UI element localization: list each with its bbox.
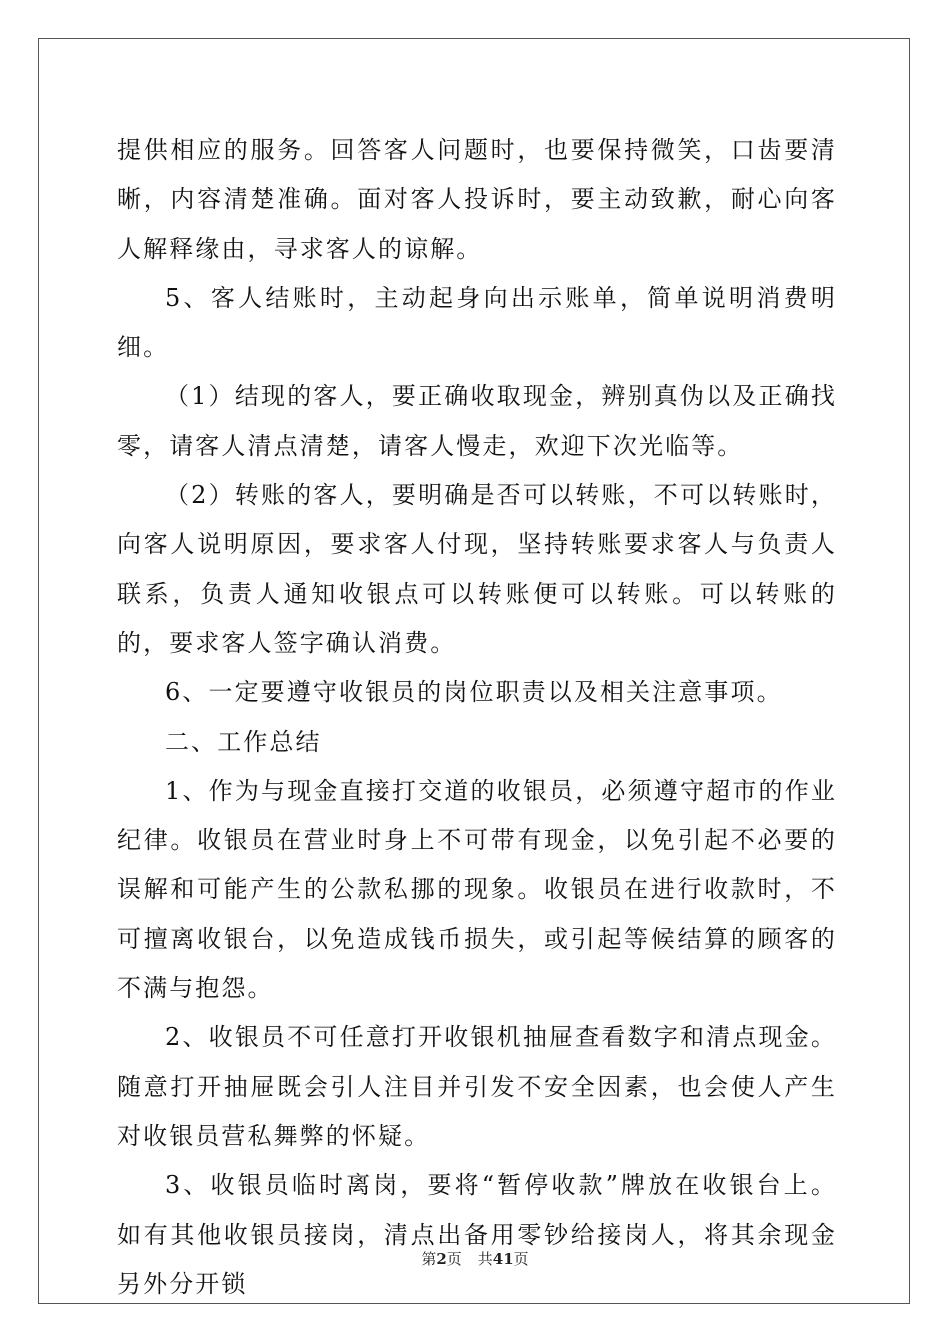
paragraph-summary-1: 1、作为与现金直接打交道的收银员，必须遵守超市的作业纪律。收银员在营业时身上不可带有现金，以免引起不必要的误解和可能产生的公款私挪的现象。收银员在进行收款时，不可擅离收银台，以免造成钱币损失，或引起等候结算的顾客的不满与抱怨。 — [117, 776, 837, 1003]
page-number: 2 — [436, 1250, 447, 1268]
page-prefix: 第 — [421, 1250, 437, 1268]
page-suffix: 页 — [446, 1250, 462, 1268]
paragraph-duties: 6、一定要遵守收银员的岗位职责以及相关注意事项。 — [165, 678, 783, 707]
paragraph-service: 提供相应的服务。回答客人问题时，也要保持微笑，口齿要清晰，内容清楚准确。面对客人投诉时，要主动致歉，耐心向客人解释缘由，寻求客人的谅解。 — [117, 136, 837, 263]
section-heading-work-summary: 二、工作总结 — [165, 727, 322, 756]
total-prefix: 共 — [477, 1250, 493, 1268]
total-pages: 41 — [492, 1250, 514, 1268]
paragraph-summary-2: 2、收银员不可任意打开收银机抽屉查看数字和清点现金。随意打开抽屉既会引人注目并引发不安全因素，也会使人产生对收银员营私舞弊的怀疑。 — [117, 1023, 837, 1150]
document-body — [117, 126, 837, 1309]
page-footer — [0, 1248, 950, 1269]
paragraph-summary-3: 3、收银员临时离岗，要将“暂停收款”牌放在收银台上。如有其他收银员接岗，清点出备用零钞给接岗人，将其余现金另外分开锁 — [117, 1171, 837, 1298]
paragraph-checkout: 5、客人结账时，主动起身向出示账单，简单说明消费明细。 — [117, 283, 837, 362]
paragraph-cash-payment: （1）结现的客人，要正确收取现金，辨别真伪以及正确找零，请客人清点清楚，请客人慢走，欢迎下次光临等。 — [117, 382, 837, 460]
paragraph-transfer-payment: （2）转账的客人，要明确是否可以转账，不可以转账时，向客人说明原因，要求客人付现，坚持转账要求客人与负责人联系，负责人通知收银点可以转账便可以转账。可以转账的的，要求客人签字确认消费。 — [117, 481, 837, 657]
total-suffix: 页 — [513, 1250, 529, 1268]
